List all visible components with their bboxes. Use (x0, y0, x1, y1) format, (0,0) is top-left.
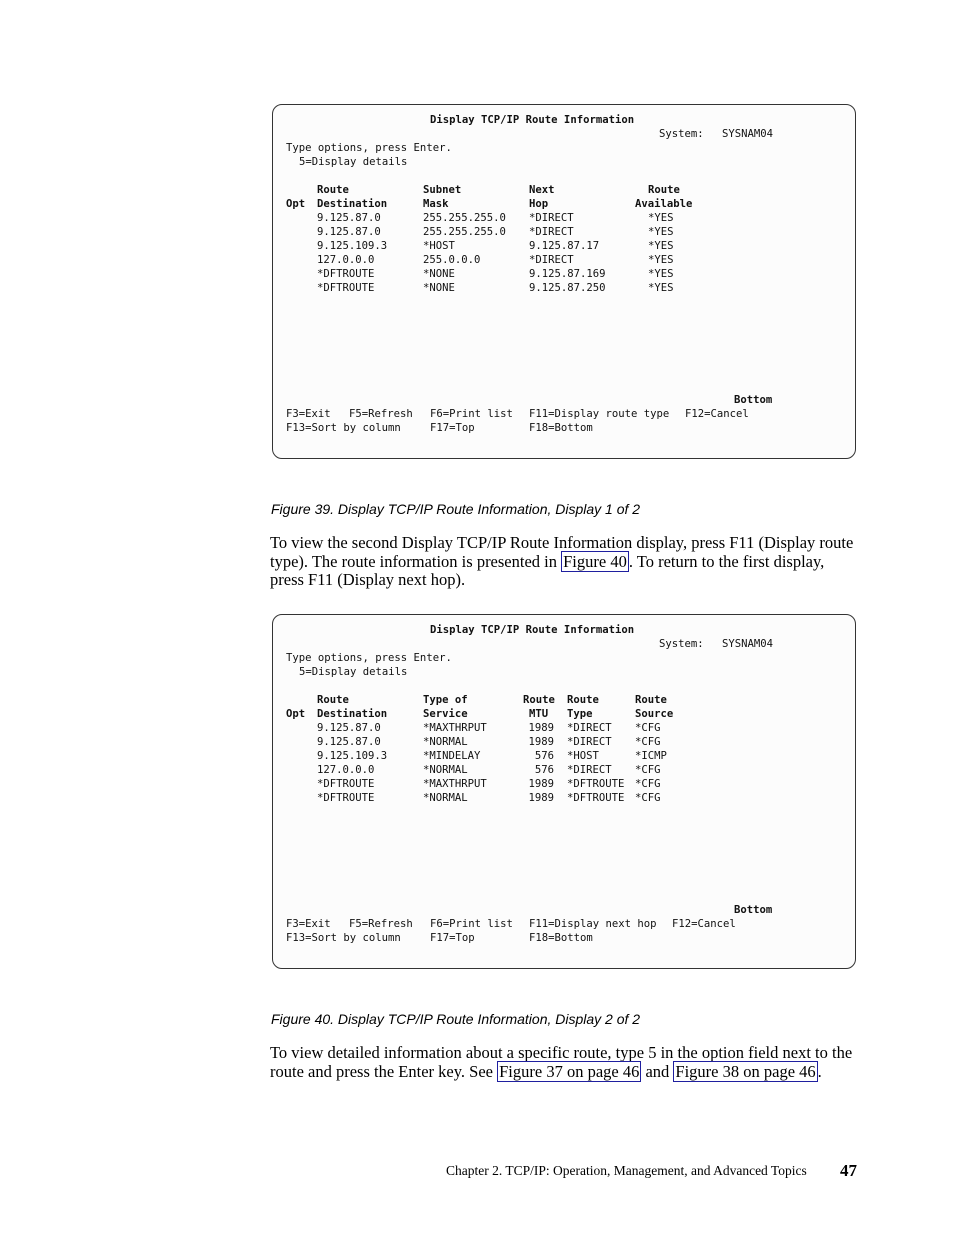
paragraph-text: and (641, 1061, 674, 1081)
function-keys-row-2 (273, 421, 855, 435)
route-destination: *DFTROUTE (317, 778, 375, 790)
figure-38-link[interactable]: Figure 38 on page 46 (675, 1061, 816, 1081)
f11-display-next-hop-key[interactable]: F11=Display next hop (529, 918, 657, 930)
f3-exit-key[interactable]: F3=Exit (286, 918, 331, 930)
route-destination: 9.125.109.3 (317, 240, 388, 252)
column-header: Route (635, 694, 667, 706)
figure-37-link[interactable]: Figure 37 on page 46 (499, 1061, 640, 1081)
table-row[interactable] (273, 763, 855, 777)
bottom-indicator: Bottom (734, 904, 773, 916)
function-keys-row-1 (273, 407, 855, 421)
route-mtu: 1989 (528, 722, 554, 734)
route-destination: 9.125.87.0 (317, 722, 381, 734)
column-header: Source (635, 708, 674, 720)
route-info-screen-1 (272, 104, 856, 459)
type-of-service: *MINDELAY (423, 750, 481, 762)
subnet-mask: 255.255.255.0 (423, 226, 506, 238)
route-source: *CFG (635, 764, 661, 776)
f6-print-list-key[interactable]: F6=Print list (430, 408, 513, 420)
next-hop: *DIRECT (529, 226, 574, 238)
route-source: *ICMP (635, 750, 667, 762)
f6-print-list-key[interactable]: F6=Print list (430, 918, 513, 930)
screen-title-row (273, 113, 855, 127)
column-header: Destination (317, 708, 388, 720)
column-header-opt: Opt (286, 708, 306, 720)
figure-39-caption: Figure 39. Display TCP/IP Route Information, Display 1 of 2 (271, 501, 641, 517)
f18-bottom-key[interactable]: F18=Bottom (529, 932, 593, 944)
instructions-text: Type options, press Enter. (286, 142, 452, 154)
f13-sort-key[interactable]: F13=Sort by column (286, 932, 401, 944)
route-available: *YES (648, 240, 674, 252)
route-destination: 127.0.0.0 (317, 764, 375, 776)
route-destination: *DFTROUTE (317, 792, 375, 804)
route-destination: 9.125.87.0 (317, 736, 381, 748)
function-keys-row-1 (273, 917, 855, 931)
subnet-mask: 255.255.255.0 (423, 212, 506, 224)
system-label: System: (659, 638, 704, 650)
instructions-text: Type options, press Enter. (286, 652, 452, 664)
column-header: Next (529, 184, 555, 196)
route-mtu: 1989 (528, 736, 554, 748)
column-header: Route (317, 184, 349, 196)
figure-40-link[interactable]: Figure 40 (563, 551, 627, 571)
column-header: MTU (529, 708, 549, 720)
table-row[interactable] (273, 239, 855, 253)
next-hop: *DIRECT (529, 212, 574, 224)
f18-bottom-key[interactable]: F18=Bottom (529, 422, 593, 434)
column-header: Mask (423, 198, 449, 210)
column-header-row-2 (273, 197, 855, 211)
next-hop: 9.125.87.169 (529, 268, 606, 280)
type-of-service: *NORMAL (423, 736, 468, 748)
column-header: Route (317, 694, 349, 706)
table-row[interactable] (273, 735, 855, 749)
next-hop: *DIRECT (529, 254, 574, 266)
f17-top-key[interactable]: F17=Top (430, 422, 475, 434)
subnet-mask: *HOST (423, 240, 455, 252)
option-legend: 5=Display details (299, 156, 408, 168)
option-legend: 5=Display details (299, 666, 408, 678)
screen-title-row (273, 623, 855, 637)
route-type: *DIRECT (567, 722, 612, 734)
paragraph-detail (270, 1044, 860, 1081)
column-header: Route (648, 184, 680, 196)
type-of-service: *NORMAL (423, 792, 468, 804)
route-type: *HOST (567, 750, 599, 762)
screen-title: Display TCP/IP Route Information (430, 624, 635, 636)
function-keys-row-2 (273, 931, 855, 945)
f3-exit-key[interactable]: F3=Exit (286, 408, 331, 420)
route-available: *YES (648, 282, 674, 294)
next-hop: 9.125.87.17 (529, 240, 600, 252)
next-hop: 9.125.87.250 (529, 282, 606, 294)
route-source: *CFG (635, 736, 661, 748)
route-destination: 9.125.109.3 (317, 750, 388, 762)
table-row[interactable] (273, 749, 855, 763)
route-mtu: 576 (534, 764, 554, 776)
f11-display-route-type-key[interactable]: F11=Display route type (529, 408, 670, 420)
table-row[interactable] (273, 253, 855, 267)
route-available: *YES (648, 212, 674, 224)
table-row[interactable] (273, 267, 855, 281)
route-mtu: 576 (534, 750, 554, 762)
system-name: SYSNAM04 (722, 638, 774, 650)
route-destination: 9.125.87.0 (317, 226, 381, 238)
column-header-row-2 (273, 707, 855, 721)
route-destination: *DFTROUTE (317, 282, 375, 294)
type-of-service: *NORMAL (423, 764, 468, 776)
paragraph-text: . (817, 1061, 822, 1081)
f12-cancel-key[interactable]: F12=Cancel (685, 408, 749, 420)
paragraph-text: . To return to the first display, press F11 (Display next hop). (270, 551, 825, 589)
table-row[interactable] (273, 211, 855, 225)
column-header-row-1 (273, 183, 855, 197)
table-row[interactable] (273, 225, 855, 239)
f17-top-key[interactable]: F17=Top (430, 932, 475, 944)
page-number: 47 (840, 1161, 857, 1180)
column-header: Type of (423, 694, 468, 706)
route-source: *CFG (635, 722, 661, 734)
type-of-service: *MAXTHRPUT (423, 778, 487, 790)
column-header-row-1 (273, 693, 855, 707)
route-available: *YES (648, 226, 674, 238)
route-type: *DFTROUTE (567, 778, 625, 790)
route-available: *YES (648, 254, 674, 266)
route-destination: *DFTROUTE (317, 268, 375, 280)
column-header: Service (423, 708, 468, 720)
subnet-mask: *NONE (423, 268, 455, 280)
column-header: Available (635, 198, 693, 210)
chapter-footer: Chapter 2. TCP/IP: Operation, Management, and Advanced Topics (446, 1163, 807, 1178)
route-info-screen-2 (272, 614, 856, 969)
table-row[interactable] (273, 791, 855, 805)
route-source: *CFG (635, 792, 661, 804)
route-mtu: 1989 (528, 778, 554, 790)
paragraph-text: To view the second Display TCP/IP Route Information display, press F11 (Display route type). The route information is presented in (270, 533, 854, 571)
type-of-service: *MAXTHRPUT (423, 722, 487, 734)
table-row[interactable] (273, 721, 855, 735)
route-type: *DIRECT (567, 764, 612, 776)
subnet-mask: 255.0.0.0 (423, 254, 481, 266)
route-type: *DIRECT (567, 736, 612, 748)
route-destination: 127.0.0.0 (317, 254, 375, 266)
table-row[interactable] (273, 777, 855, 791)
paragraph-route-type (270, 534, 860, 590)
column-header: Route (567, 694, 599, 706)
column-header-opt: Opt (286, 198, 306, 210)
route-type: *DFTROUTE (567, 792, 625, 804)
route-available: *YES (648, 268, 674, 280)
f12-cancel-key[interactable]: F12=Cancel (672, 918, 736, 930)
table-row[interactable] (273, 281, 855, 295)
system-name: SYSNAM04 (722, 128, 774, 140)
f5-refresh-key[interactable]: F5=Refresh (349, 918, 413, 930)
f5-refresh-key[interactable]: F5=Refresh (349, 408, 413, 420)
subnet-mask: *NONE (423, 282, 455, 294)
screen-title: Display TCP/IP Route Information (430, 114, 635, 126)
paragraph-text: To view detailed information about a specific route, type 5 in the option field next to the route and press the Enter key. See (270, 1043, 853, 1081)
route-mtu: 1989 (528, 792, 554, 804)
column-header: Subnet (423, 184, 462, 196)
route-destination: 9.125.87.0 (317, 212, 381, 224)
route-source: *CFG (635, 778, 661, 790)
column-header: Destination (317, 198, 388, 210)
system-row (273, 637, 855, 651)
column-header: Hop (529, 198, 549, 210)
system-label: System: (659, 128, 704, 140)
system-row (273, 127, 855, 141)
bottom-indicator: Bottom (734, 394, 773, 406)
column-header: Route (523, 694, 555, 706)
figure-40-caption: Figure 40. Display TCP/IP Route Information, Display 2 of 2 (271, 1011, 641, 1027)
f13-sort-key[interactable]: F13=Sort by column (286, 422, 401, 434)
column-header: Type (567, 708, 593, 720)
